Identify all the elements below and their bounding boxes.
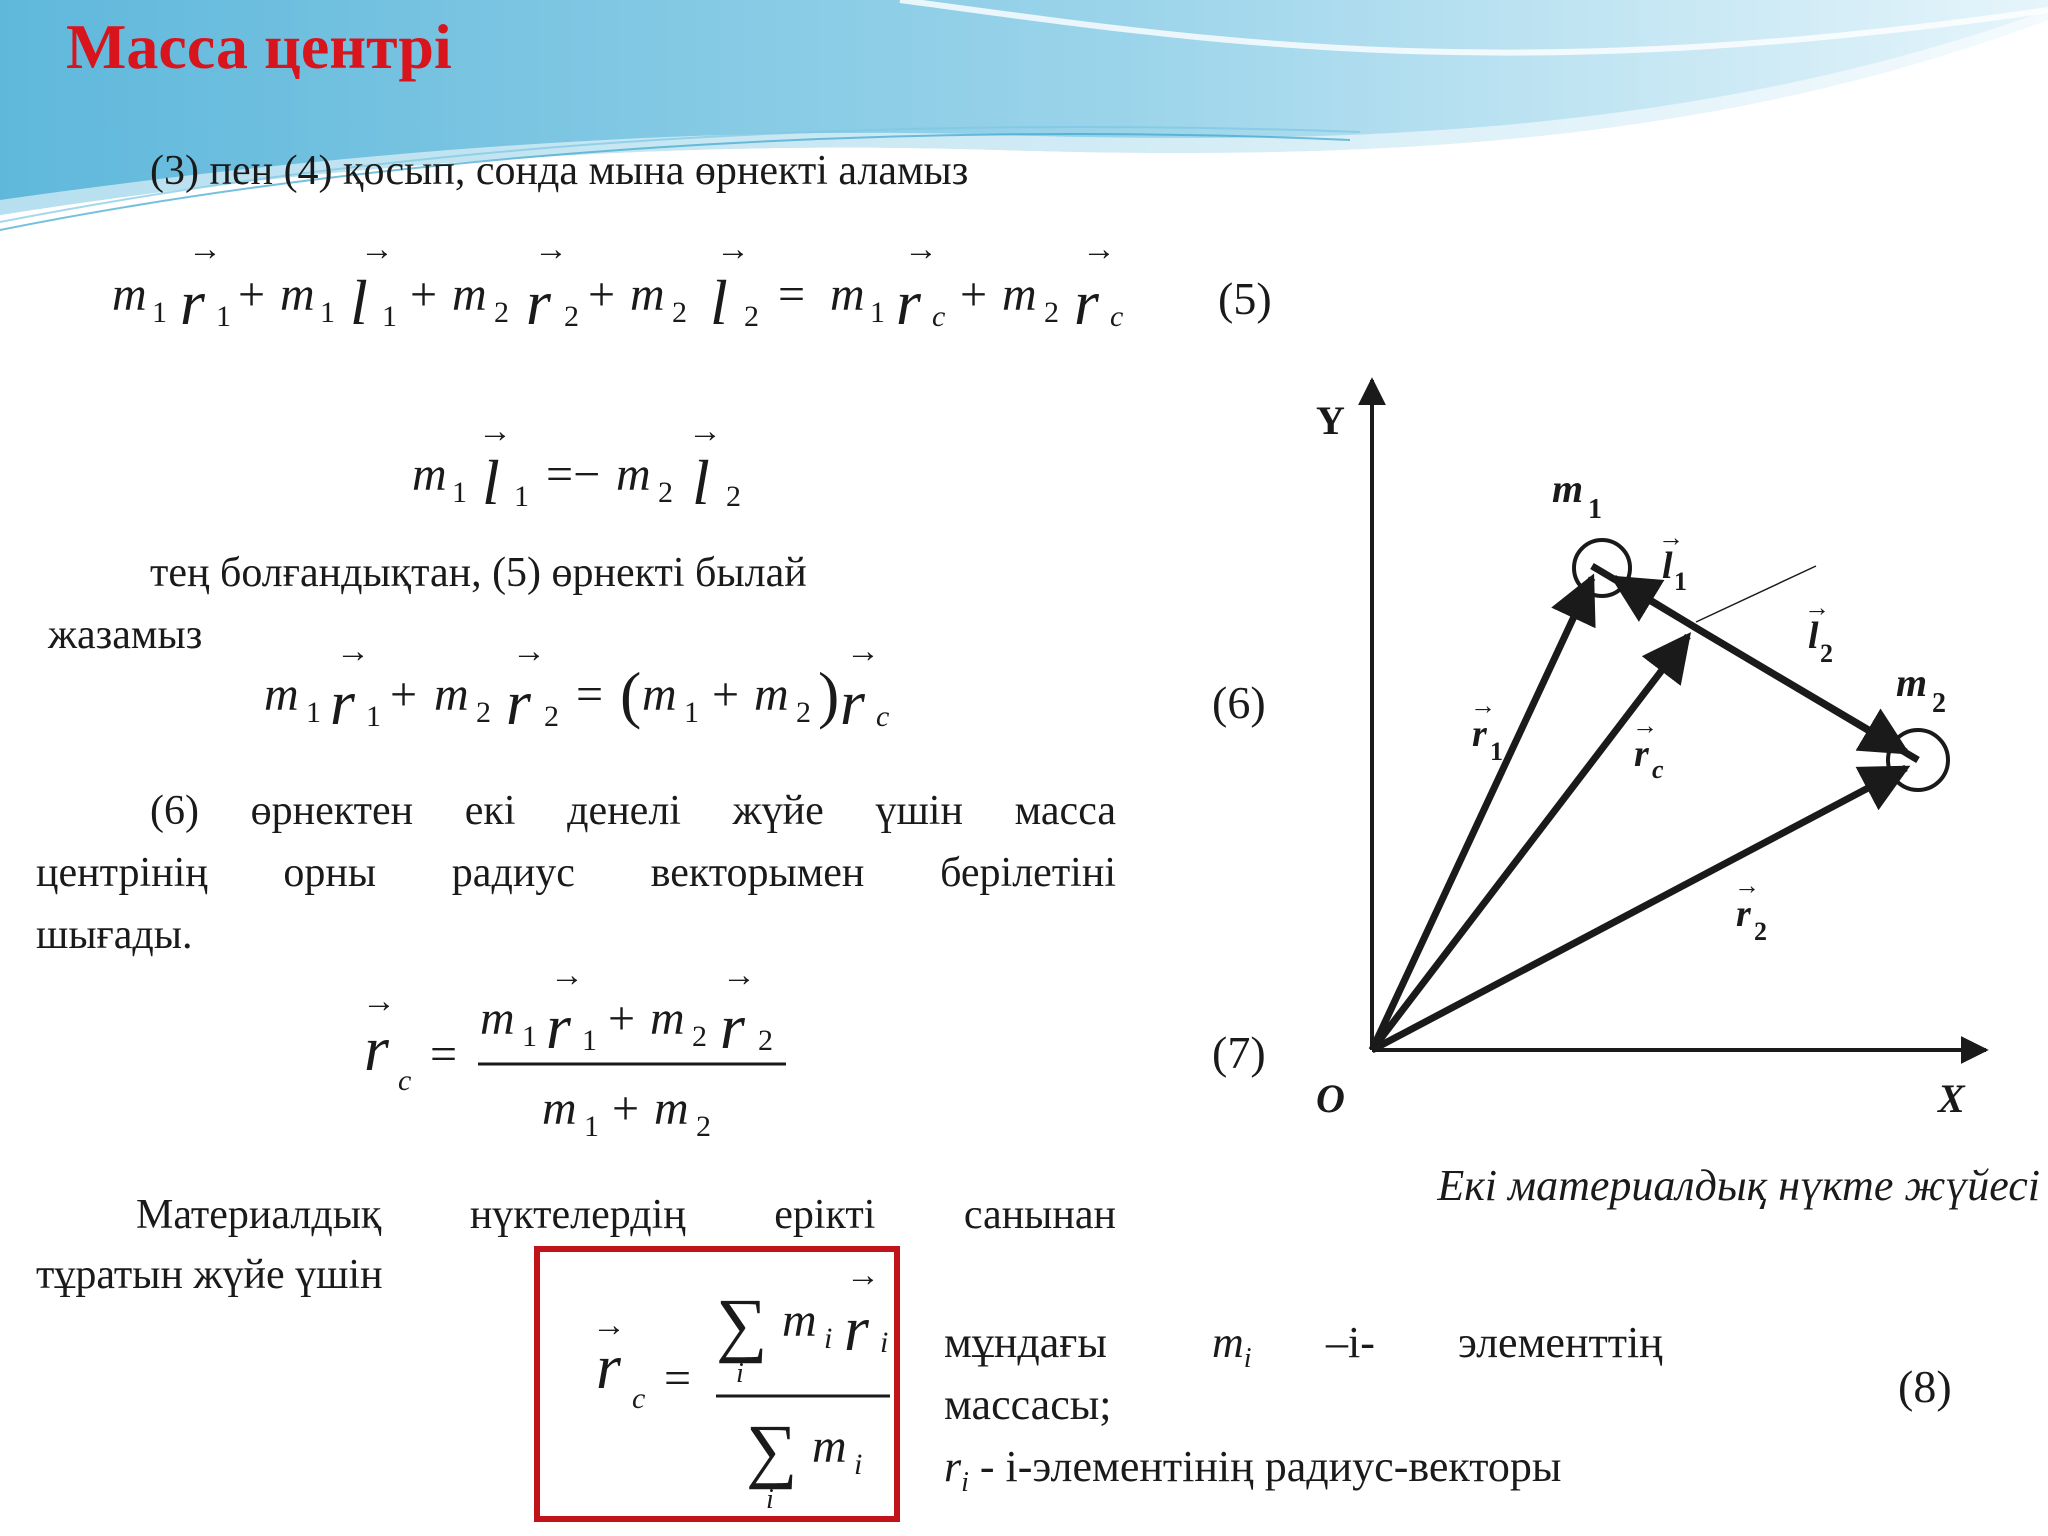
rc-label: r: [1634, 733, 1649, 775]
svg-text:m: m: [630, 268, 665, 321]
svg-text:r: r: [330, 667, 355, 738]
svg-text:→: →: [478, 413, 512, 450]
svg-text:m: m: [112, 268, 147, 321]
result-text-line2: центрінің орны радиус векторымен берілетіні: [36, 850, 1116, 896]
equation-8-number: (8): [1898, 1361, 1952, 1412]
svg-text:2: 2: [726, 480, 741, 513]
svg-text:→: →: [1632, 711, 1658, 740]
intro-text: (3) пен (4) қосып, сонда мына өрнекті аламыз: [150, 148, 969, 194]
svg-text:=: =: [576, 668, 604, 721]
where-symbol-sub: i: [1243, 1342, 1252, 1374]
svg-text:2: 2: [494, 296, 509, 329]
svg-text:r: r: [896, 267, 921, 338]
svg-text:1: 1: [452, 476, 467, 509]
svg-text:(: (: [620, 659, 642, 730]
svg-text:r: r: [506, 667, 531, 738]
vector-rc: [1372, 636, 1688, 1050]
mass-word: массасы;: [944, 1380, 1112, 1429]
svg-text:r: r: [526, 267, 551, 338]
svg-text:+: +: [608, 992, 636, 1045]
svg-text:c: c: [632, 1382, 646, 1415]
svg-text:1: 1: [514, 480, 529, 513]
m2-label: m: [1896, 660, 1928, 705]
equation-6: [262, 630, 922, 750]
m1-label: m: [1552, 466, 1584, 511]
svg-text:i: i: [736, 1358, 744, 1389]
svg-text:→: →: [1734, 871, 1760, 900]
svg-text:m: m: [616, 448, 651, 501]
svg-text:+: +: [960, 268, 988, 321]
svg-text:→: →: [722, 957, 756, 994]
svg-text:=: =: [664, 1352, 692, 1405]
svg-text:m: m: [1002, 268, 1037, 321]
svg-text:=: =: [778, 268, 806, 321]
svg-text:m: m: [654, 1082, 689, 1135]
svg-text:+: +: [238, 268, 266, 321]
svg-text:→: →: [1470, 691, 1496, 720]
svg-text:m: m: [452, 268, 487, 321]
svg-text:1: 1: [152, 296, 167, 329]
svg-text:m: m: [830, 268, 865, 321]
r1-label: r: [1472, 713, 1487, 755]
r2-subscript: 2: [1754, 917, 1767, 946]
equation-5: [110, 230, 1160, 350]
svg-text:2: 2: [544, 700, 559, 733]
where-word: мұндағы: [944, 1318, 1107, 1367]
svg-text:2: 2: [658, 476, 673, 509]
arbitrary-text-line2: тұратын жүйе үшін: [36, 1252, 383, 1298]
radius-symbol: r: [944, 1442, 962, 1491]
svg-text:m: m: [412, 448, 447, 501]
svg-text:→: →: [716, 231, 750, 268]
svg-text:2: 2: [696, 1110, 711, 1143]
since-text-line1: тең болғандықтан, (5) өрнекті былай: [150, 550, 807, 596]
svg-text:→: →: [550, 957, 584, 994]
equation-6-number: (6): [1212, 677, 1266, 728]
l2-subscript: 2: [1820, 639, 1833, 668]
svg-text:i: i: [880, 1326, 889, 1359]
svg-text:m: m: [782, 1294, 817, 1347]
r2-label: r: [1736, 893, 1751, 935]
svg-text:c: c: [398, 1064, 412, 1097]
rc-subscript: c: [1652, 755, 1664, 784]
vector-r2: [1372, 768, 1906, 1050]
l2-label: l: [1808, 615, 1819, 657]
svg-text:c: c: [876, 700, 890, 733]
svg-text:i: i: [766, 1484, 774, 1515]
svg-text:m: m: [434, 668, 469, 721]
equation-8: [540, 1252, 900, 1522]
svg-text:1: 1: [366, 700, 381, 733]
svg-text:→: →: [904, 231, 938, 268]
radius-symbol-sub: i: [961, 1466, 969, 1498]
vector-r1: [1372, 578, 1592, 1050]
svg-text:r: r: [364, 1013, 389, 1084]
svg-text:r: r: [840, 667, 865, 738]
svg-text:2: 2: [672, 296, 687, 329]
result-text-line3: шығады.: [36, 912, 193, 958]
l1-label: l: [1662, 545, 1673, 587]
svg-text:→: →: [1658, 523, 1684, 552]
radius-desc: - i-элементінің радиус-векторы: [979, 1442, 1562, 1491]
where-symbol-m: [1212, 1312, 1252, 1390]
svg-text:=−: =−: [546, 448, 601, 501]
svg-text:i: i: [854, 1448, 863, 1481]
svg-text:→: →: [592, 1307, 626, 1344]
equation-5-number: (5): [1218, 273, 1272, 324]
two-point-system-figure: [1296, 360, 2016, 1150]
arbitrary-text-line1: Материалдық нүктелердің ерікті санынан: [136, 1192, 1116, 1238]
svg-text:→: →: [362, 983, 396, 1020]
svg-text:2: 2: [476, 696, 491, 729]
svg-text:l: l: [692, 447, 710, 518]
svg-text:+: +: [712, 668, 740, 721]
svg-text:m: m: [650, 992, 685, 1045]
svg-text:1: 1: [320, 296, 335, 329]
svg-text:1: 1: [584, 1110, 599, 1143]
where-rest: –i-: [1326, 1318, 1375, 1367]
svg-text:r: r: [720, 991, 745, 1062]
svg-text:2: 2: [564, 300, 579, 333]
svg-text:1: 1: [382, 300, 397, 333]
m1-subscript: 1: [1588, 494, 1602, 525]
svg-text:→: →: [360, 231, 394, 268]
l1-subscript: 1: [1674, 567, 1687, 596]
svg-text:m: m: [542, 1082, 577, 1135]
equation-momentum-balance: [410, 410, 790, 520]
y-axis-label: Y: [1316, 398, 1345, 443]
svg-text:1: 1: [522, 1020, 537, 1053]
svg-text:l: l: [350, 267, 368, 338]
svg-text:m: m: [264, 668, 299, 721]
svg-text:l: l: [482, 447, 500, 518]
svg-text:1: 1: [306, 696, 321, 729]
svg-text:r: r: [844, 1293, 869, 1364]
svg-text:r: r: [596, 1331, 621, 1402]
r1-subscript: 1: [1490, 737, 1503, 766]
svg-text:+: +: [612, 1082, 640, 1135]
svg-text:1: 1: [870, 296, 885, 329]
radius-description: [944, 1436, 1561, 1514]
figure-caption: Екі материалдық нүкте жүйесі: [1437, 1161, 2040, 1210]
svg-text:1: 1: [582, 1024, 597, 1057]
svg-text:+: +: [588, 268, 616, 321]
svg-text:→: →: [846, 633, 880, 670]
svg-text:2: 2: [744, 300, 759, 333]
svg-text:→: →: [512, 633, 546, 670]
svg-text:c: c: [1110, 300, 1124, 333]
svg-text:c: c: [932, 300, 946, 333]
svg-text:2: 2: [758, 1024, 773, 1057]
svg-text:l: l: [710, 267, 728, 338]
svg-text:2: 2: [796, 696, 811, 729]
svg-text:→: →: [688, 413, 722, 450]
svg-text:=: =: [430, 1028, 458, 1081]
equation-7-number: (7): [1212, 1027, 1266, 1078]
svg-text:→: →: [1082, 231, 1116, 268]
svg-text:+: +: [390, 668, 418, 721]
svg-text:2: 2: [692, 1020, 707, 1053]
svg-text:∑: ∑: [716, 1284, 768, 1364]
svg-text:r: r: [546, 991, 571, 1062]
m2-subscript: 2: [1932, 688, 1946, 719]
vector-l2: [1696, 628, 1906, 752]
svg-text:→: →: [1804, 593, 1830, 622]
svg-text:→: →: [188, 231, 222, 268]
svg-text:2: 2: [1044, 296, 1059, 329]
svg-text:+: +: [410, 268, 438, 321]
svg-text:r: r: [180, 267, 205, 338]
svg-text:→: →: [534, 231, 568, 268]
result-text-line1: (6) өрнектен екі денелі жүйе үшін масса: [150, 788, 1116, 834]
equation-7: [350, 950, 810, 1150]
where-end: элементтің: [1458, 1318, 1663, 1367]
slide-title: Масса центрі: [66, 11, 452, 82]
svg-text:→: →: [336, 633, 370, 670]
svg-text:m: m: [812, 1420, 847, 1473]
svg-text:m: m: [280, 268, 315, 321]
svg-text:i: i: [824, 1322, 833, 1355]
svg-text:m: m: [754, 668, 789, 721]
svg-text:): ): [818, 659, 840, 730]
svg-text:m: m: [480, 992, 515, 1045]
svg-text:1: 1: [684, 696, 699, 729]
x-axis-label: X: [1938, 1076, 1965, 1121]
svg-text:∑: ∑: [746, 1410, 798, 1490]
svg-text:1: 1: [216, 300, 231, 333]
since-text-line2: жазамыз: [48, 612, 203, 658]
svg-text:r: r: [1074, 267, 1099, 338]
svg-text:→: →: [846, 1257, 880, 1294]
origin-label: O: [1316, 1076, 1345, 1121]
svg-text:m: m: [642, 668, 677, 721]
where-symbol: m: [1212, 1318, 1244, 1367]
